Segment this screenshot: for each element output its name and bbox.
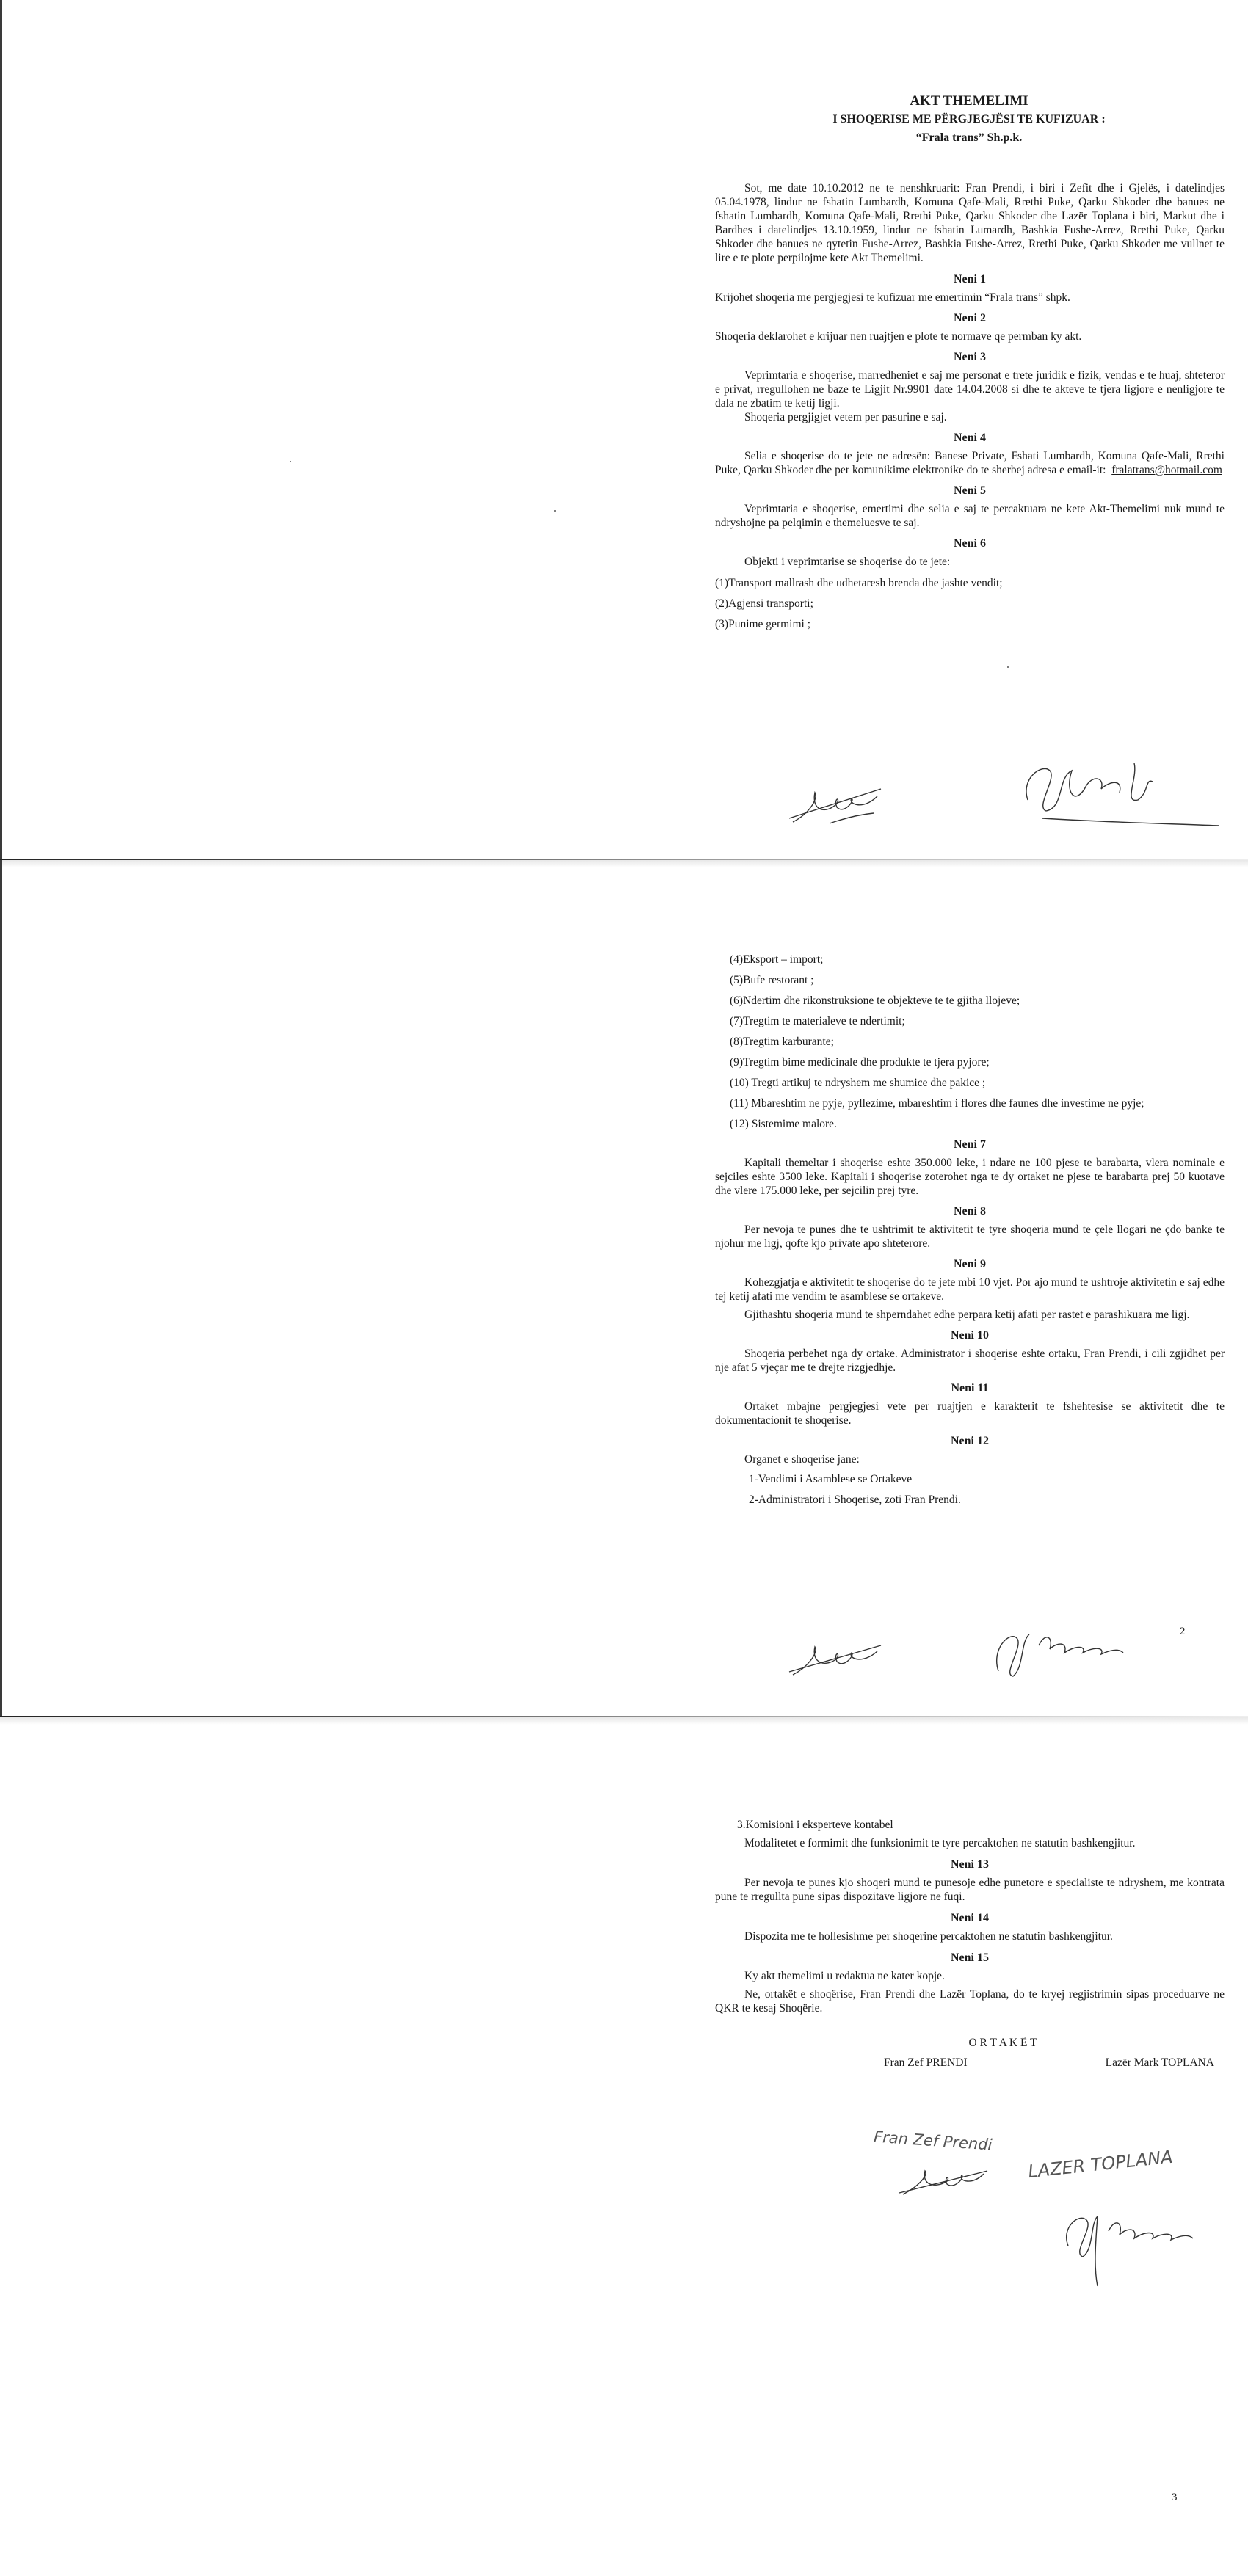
list-item: (3)Punime germimi ; — [715, 618, 811, 630]
list-item: 1-Vendimi i Asamblese se Ortakeve — [749, 1473, 913, 1485]
page-left-edge — [0, 860, 2, 1717]
intro-paragraph: Sot, me date 10.10.2012 ne te nenshkruarit: Fran Prendi, i biri i Zefit dhe i Gjelës, i datelindjes 05.04.1978, lindur ne fshatin Lumbardh, Komuna Qafe-Mali, Rrethi Puke, Qarku Shkoder dhe banues ne fshatin Lumbardh, Komuna Qafe-Mali, Rrethi Puke, Qarku Shkoder dhe Lazër Toplana i biri, Markut dhe i Bardhes i datelindjes 13.10.1959, lindur ne fshatin Lumardh, Bashkia Fushe-Arrez, Rrethi Puke, Qarku Shkoder dhe banues ne qytetin Fushe-Arrez, Bashkia Fushe-Arrez, Rrethi Puke, Qarku Shkoder me vullnet te lire e te plote perpilojme kete Akt Themelimi. — [715, 182, 1225, 264]
list-item: (8)Tregtim karburante; — [730, 1036, 834, 1048]
article-3-title: Neni 3 — [954, 351, 986, 363]
partner-2-name: Lazër Mark TOPLANA — [1105, 2056, 1214, 2069]
page-separator — [0, 860, 1248, 867]
article-9-text: Kohezgjatja e aktivitetit te shoqerise do te jete mbi 10 vjet. Por ajo mund te ushtroje aktivitetin e saj edhe tej ketij afati me vendim te asamblese se ortakeve. — [715, 1276, 1225, 1303]
signature-toplana-page2 — [786, 1638, 888, 1682]
scan-speck — [290, 461, 291, 462]
handwritten-name-prendi: Fran Zef Prendi — [873, 2128, 993, 2154]
document-page-2 — [0, 860, 1248, 1717]
organ-3: 3.Komisioni i eksperteve kontabel — [737, 1819, 893, 1831]
article-9-text-2: Gjithashtu shoqeria mund te shperndahet edhe perpara ketij afati per rastet e parashikuara me ligj. — [744, 1309, 1190, 1321]
signature-scribble — [1013, 749, 1233, 829]
page-number: 2 — [1180, 1626, 1186, 1637]
list-item: (11) Mbareshtim ne pyje, pyllezime, mbareshtim i flores dhe faunes dhe investime ne pyje; — [730, 1097, 1144, 1110]
article-8-title: Neni 8 — [954, 1205, 986, 1218]
article-1-title: Neni 1 — [954, 273, 986, 285]
list-item: (5)Bufe restorant ; — [730, 974, 814, 986]
document-subtitle: I SHOQERISE ME PËRGJEGJËSI TE KUFIZUAR : — [832, 113, 1106, 125]
partner-1-name: Fran Zef PRENDI — [884, 2056, 968, 2069]
article-11-text: Ortaket mbajne pergjegjesi vete per ruajtjen e karakterit te fshehtesise se aktivitetit dhe te dokumentacionit te shoqerise. — [715, 1400, 1225, 1427]
signature-prendi-page2 — [984, 1616, 1145, 1682]
article-6-text: Objekti i veprimtarise se shoqerise do te jete: — [744, 556, 951, 568]
article-4-title: Neni 4 — [954, 432, 986, 444]
list-item: 2-Administratori i Shoqerise, zoti Fran Prendi. — [749, 1493, 961, 1506]
page2-body — [715, 953, 1225, 1513]
signature-scribble — [786, 1638, 888, 1682]
signature-toplana-page1 — [786, 778, 888, 829]
signature-scribble — [896, 2165, 991, 2202]
list-item: (9)Tregtim bime medicinale dhe produkte te tjera pyjore; — [730, 1056, 990, 1069]
document-page-3 — [0, 1717, 1248, 2576]
objects-list-part-2 — [715, 953, 1225, 1131]
signature-toplana-page3 — [896, 2165, 991, 2202]
article-6-title: Neni 6 — [954, 537, 986, 550]
page-left-edge — [0, 0, 2, 860]
document-header — [719, 94, 1219, 145]
article-10-title: Neni 10 — [951, 1329, 989, 1342]
page1-body — [715, 181, 1225, 638]
article-2-title: Neni 2 — [954, 312, 986, 324]
handwritten-name-toplana: LAZER TOPLANA — [1027, 2146, 1174, 2183]
objects-list-part-1 — [715, 576, 1225, 631]
list-item: (1)Transport mallrash dhe udhetaresh brenda dhe jashte vendit; — [715, 577, 1003, 589]
list-item: (10) Tregti artikuj te ndryshem me shumice dhe pakice ; — [730, 1077, 986, 1089]
signature-scribble — [1057, 2202, 1226, 2290]
article-11-title: Neni 11 — [951, 1382, 989, 1394]
company-name: “Frala trans” Sh.p.k. — [915, 131, 1023, 144]
signature-scribble — [786, 778, 888, 829]
signature-scribble — [984, 1616, 1145, 1682]
organs-list — [715, 1472, 1225, 1507]
partners-heading: O R T A K Ë T — [968, 2037, 1037, 2049]
article-1-text: Krijohet shoqeria me pergjegjesi te kufizuar me emertimin “Frala trans” shpk. — [715, 291, 1070, 304]
scan-speck — [554, 510, 556, 512]
article-13-title: Neni 13 — [951, 1858, 989, 1871]
article-13-text: Per nevoja te punes kjo shoqeri mund te punesoje edhe punetore e specialiste te ndryshem, me kontrata pune te rregullta pune sipas dispozitave ligjore ne fuqi. — [715, 1877, 1225, 1903]
list-item: (7)Tregtim te materialeve te ndertimit; — [730, 1015, 905, 1027]
article-14-text: Dispozita me te hollesishme per shoqerine percaktohen ne statutin bashkengjitur. — [744, 1930, 1113, 1943]
article-2-text: Shoqeria deklarohet e krijuar nen ruajtjen e plote te normave qe permban ky akt. — [715, 330, 1082, 343]
article-15-title: Neni 15 — [951, 1951, 989, 1964]
article-5-text: Veprimtaria e shoqerise, emertimi dhe selia e saj te percaktuara ne kete Akt-Themelimi nuk mund te ndryshojne pa pelqimin e themeluesve te saj. — [715, 503, 1225, 529]
document-title: AKT THEMELIMI — [910, 93, 1028, 109]
article-3-text-2: Shoqeria pergjigjet vetem per pasurine e saj. — [744, 411, 947, 423]
article-5-title: Neni 5 — [954, 484, 986, 497]
article-4-address: Selia e shoqerise do te jete ne adresën: Banese Private, Fshati Lumbardh, Komuna Qafe-Mali, Rrethi Puke, Qarku Shkoder dhe per komunikime elektronike do te sherbej adresa e email-it: — [715, 450, 1225, 476]
signature-prendi-page1 — [1013, 749, 1233, 829]
partners-names — [884, 2056, 1214, 2070]
signature-prendi-page3 — [1057, 2202, 1226, 2290]
article-10-text: Shoqeria perbehet nga dy ortake. Administrator i shoqerise eshte ortaku, Fran Prendi, i cili zgjidhet per nje afat 5 vjeçar me te drejte rizgjedhje. — [715, 1347, 1225, 1374]
article-15-text: Ky akt themelimi u redaktua ne kater kopje. — [744, 1970, 945, 1982]
list-item: (2)Agjensi transporti; — [715, 597, 813, 610]
article-14-title: Neni 14 — [951, 1912, 989, 1924]
article-15-text-2: Ne, ortakët e shoqërise, Fran Prendi dhe Lazër Toplana, do te kryej regjistrimin sipas proceduarve ne QKR te kesaj Shoqërie. — [715, 1988, 1225, 2015]
article-3-text: Veprimtaria e shoqerise, marredheniet e saj me personat e trete juridik e fizik, vendas e te huaj, shteteror e privat, rregullohen ne baze te Ligjit Nr.9901 date 14.04.2008 si dhe te akteve te tjera ligjore e nenligjore te dala ne zbatim te ketij ligji. — [715, 369, 1225, 410]
article-4-text — [715, 449, 1225, 477]
page3-body — [715, 1818, 1225, 2070]
scan-speck — [1007, 666, 1009, 668]
list-item: (12) Sistemime malore. — [730, 1118, 837, 1130]
list-item: (4)Eksport – import; — [730, 953, 824, 966]
organ-3-text: Modalitetet e formimit dhe funksionimit te tyre percaktohen ne statutin bashkengjitur. — [744, 1837, 1136, 1849]
document-page-1 — [0, 0, 1248, 860]
article-12-title: Neni 12 — [951, 1435, 989, 1447]
list-item: (6)Ndertim dhe rikonstruksione te objekteve te te gjitha llojeve; — [730, 994, 1020, 1007]
page-separator — [0, 1717, 1248, 1725]
article-12-text: Organet e shoqerise jane: — [744, 1453, 860, 1466]
page-number: 3 — [1172, 2492, 1178, 2503]
article-7-title: Neni 7 — [954, 1138, 986, 1151]
article-8-text: Per nevoja te punes dhe te ushtrimit te aktivitetit te tyre shoqeria mund te çele llogari ne çdo banke te njohur me ligj, qofte kjo private apo shteterore. — [715, 1223, 1225, 1250]
company-email-link[interactable]: fralatrans@hotmail.com — [1111, 464, 1222, 476]
article-7-text: Kapitali themeltar i shoqerise eshte 350.000 leke, i ndare ne 100 pjese te barabarta, vlera nominale e sejciles eshte 3500 leke. Kapitali i shoqerise zoterohet nga te dy ortaket ne pjese te barabarta prej 50 kuotave dhe vlere 175.000 leke, per sejcilin prej tyre. — [715, 1157, 1225, 1197]
article-9-title: Neni 9 — [954, 1258, 986, 1270]
